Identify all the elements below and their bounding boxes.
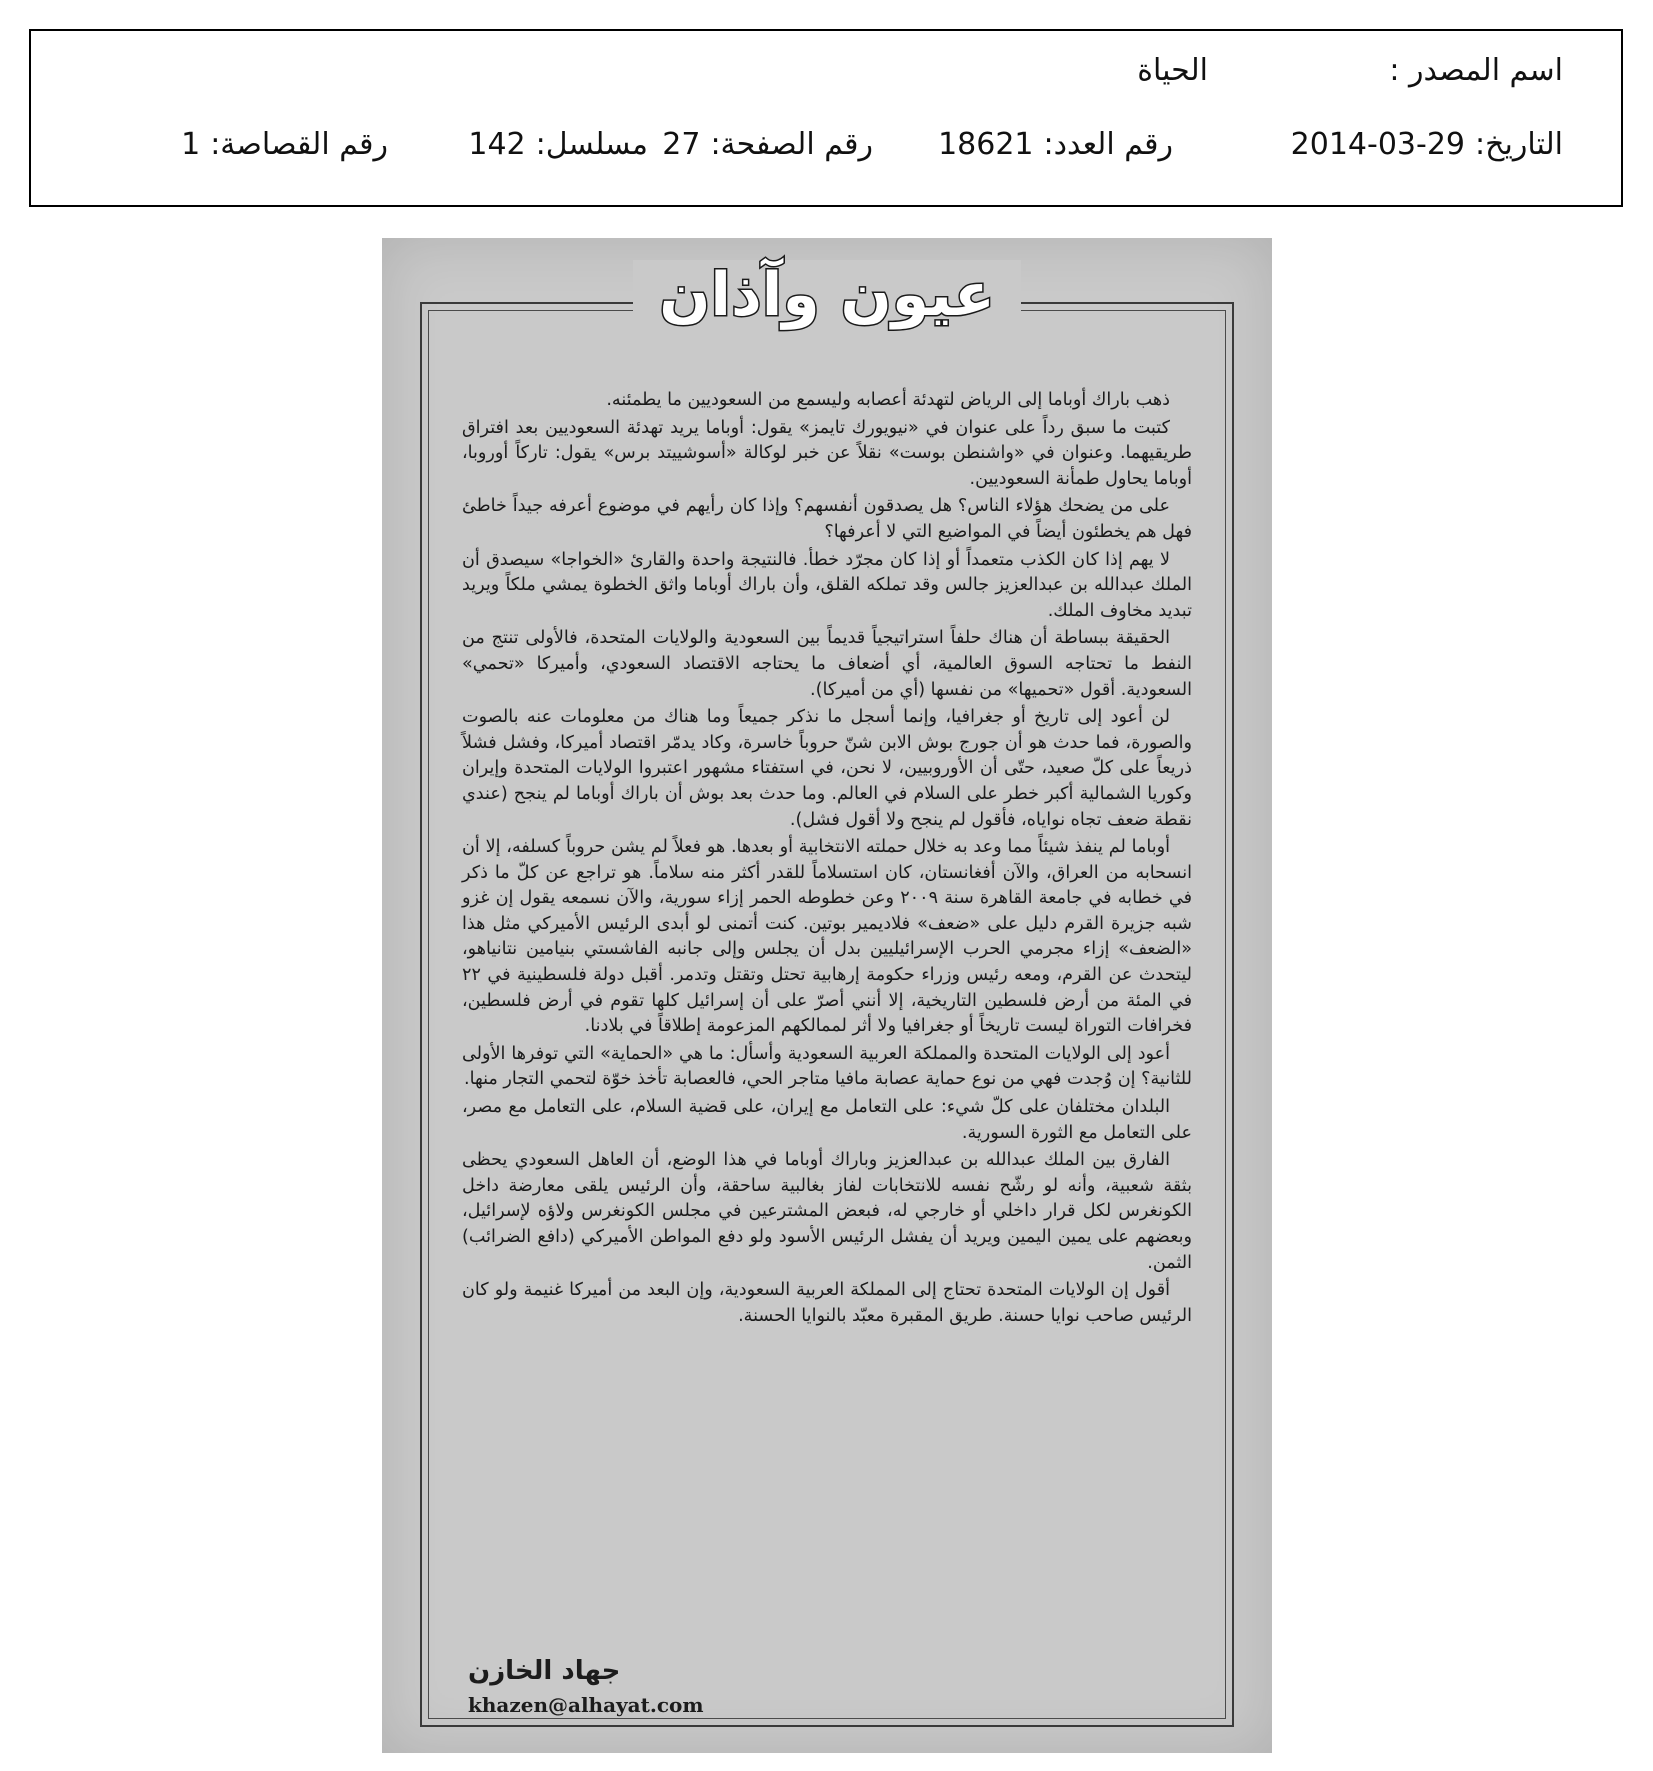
article-paragraph: على من يضحك هؤلاء الناس؟ هل يصدقون أنفسهم؟ وإذا كان رأيهم في موضوع أعرفه جيداً خاطئ فهل هم يخطئون أيضاً في المواضيع التي لا أعرفها؟ [462, 496, 1192, 542]
article-paragraph: أعود إلى الولايات المتحدة والمملكة العربية السعودية وأسأل: ما هي «الحماية» التي توفرها الأولى للثانية؟ إن وُجدت فهي من نوع حماية عصابة مافيا متاجر الحي، فالعصابة تأخذ خوّة لتحمي التجار منها. [462, 1043, 1192, 1090]
newspaper-clipping-scan [382, 238, 1272, 1753]
date-value: 2014-03-29 [1290, 127, 1466, 162]
page-label: رقم الصفحة: [710, 127, 873, 162]
article-paragraph: الفارق بين الملك عبدالله بن عبدالعزيز وباراك أوباما في هذا الوضع، أن العاهل السعودي يحظى بثقة شعبية، وأنه لو رشّح نفسه للانتخابات لفاز بغالبية ساحقة، وأن الرئيس يلقى معارضة داخل الكونغرس لكل قرار داخلي أو خارجي له، فبعض المشترعين في مجلس الكونغرس ولاؤه لإسرائيل، وبعضهم على يمين اليمين ويريد أن يفشل الرئيس الأسود ولو دفع المواطن الأميركي (دافع الضرائب) الثمن. [462, 1150, 1192, 1273]
article-paragraph: لا يهم إذا كان الكذب متعمداً أو إذا كان مجرّد خطأ. فالنتيجة واحدة والقارئ «الخواجا» سيصدق أن الملك عبدالله بن عبدالعزيز جالس وقد تملكه القلق، وأن باراك أوباما واثق الخطوة يمشي ملكاً ويريد تبديد مخاوف الملك. [462, 549, 1192, 621]
source-label: اسم المصدر : [1389, 53, 1563, 88]
clip-number-value: 1 [181, 127, 201, 162]
article-paragraph: كتبت ما سبق رداً على عنوان في «نيويورك تايمز» يقول: أوباما يريد تهدئة السعوديين بعد افتراق طريقيهما. وعنوان في «واشنطن بوست» نقلاً عن خبر لوكالة «أسوشييتد برس» يقول: تاركاً أوروبا، أوباما يحاول طمأنة السعوديين. [462, 417, 1192, 489]
page-field [662, 127, 873, 162]
clip-number-label: رقم القصاصة: [210, 127, 388, 162]
date-field [1291, 127, 1563, 162]
article-body [462, 388, 1192, 1331]
author-email: khazen@alhayat.com [468, 1693, 704, 1717]
article-paragraph: أقول إن الولايات المتحدة تحتاج إلى المملكة العربية السعودية، وإن البعد من أميركا غنيمة ولو كان الرئيس صاحب نوايا حسنة. طريق المقبرة معبّد بالنوايا الحسنة. [462, 1280, 1192, 1326]
column-title [542, 260, 1112, 330]
article-paragraph: ذهب باراك أوباما إلى الرياض لتهدئة أعصابه وليسمع من السعوديين ما يطمئنه. [606, 390, 1170, 410]
issue-value: 18621 [938, 127, 1034, 162]
date-label: التاريخ: [1475, 127, 1563, 162]
clipping-metadata-box [29, 29, 1623, 207]
article-paragraph: لن أعود إلى تاريخ أو جغرافيا، وإنما أسجل ما نذكر جميعاً وما هناك من معلومات عنه بالصوت والصورة، فما حدث هو أن جورج بوش الابن شنّ حروباً خاسرة، وكاد يدمّر اقتصاد أميركا، وفشل فشلاً ذريعاً على كلّ صعيد، حتّى أن الأوروبيين، لا نحن، في استفتاء مشهور اعتبروا الولايات المتحدة وإيران وكوريا الشمالية أكبر خطر على السلام في العالم. وما حدث بعد بوش أن باراك أوباما لم ينجح (عندي نقطة ضعف تجاه نواياه، فأقول لم ينجح ولا أقول فشل). [462, 707, 1192, 830]
serial-value: 142 [468, 127, 526, 162]
column-title-text: عيون وآذان [633, 260, 1021, 330]
serial-field [468, 127, 648, 162]
article-paragraph: البلدان مختلفان على كلّ شيء: على التعامل مع إيران، على قضية السلام، على التعامل مع مصر، على التعامل مع الثورة السورية. [462, 1097, 1192, 1143]
issue-field [938, 127, 1173, 162]
article-paragraph: أوباما لم ينفذ شيئاً مما وعد به خلال حملته الانتخابية أو بعدها. هو فعلاً لم يشن حروباً كسلفه، إلا أن انسحابه من العراق، والآن أفغانستان، كان استسلاماً للقدر أكثر منه سلاماً. هو تراجع عن كلّ ما ذكر في خطابه في جامعة القاهرة سنة ٢٠٠٩ وعن خطوطه الحمر إزاء سورية، والآن نسمعه يقول إن غزو شبه جزيرة القرم دليل على «ضعف» فلاديمير بوتين. كنت أتمنى لو أبدى الرئيس الأميركي مثل هذا «الضعف» إزاء مجرمي الحرب الإسرائيليين بدل أن يجلس وإلى جانبه الفاشستي بنيامين نتانياهو، ليتحدث عن القرم، ومعه رئيس وزراء حكومة إرهابية تحتل وتقتل وتدمر. أقبل دولة فلسطينية في ٢٢ في المئة من أرض فلسطين التاريخية، إلا أنني أصرّ على أن إسرائيل كلها تقوم في أرض فلسطين، فخرافات التوراة ليست تاريخاً أو جغرافيا ولا أثر لممالكهم المزعومة إطلاقاً في بلادنا. [462, 837, 1192, 1037]
issue-label: رقم العدد: [1043, 127, 1173, 162]
clip-number-field [181, 127, 388, 162]
article-paragraph: الحقيقة ببساطة أن هناك حلفاً استراتيجياً قديماً بين السعودية والولايات المتحدة، فالأولى تنتج من النفط ما تحتاجه السوق العالمية، أي أضعاف ما يحتاجه الاقتصاد السعودي، وأميركا «تحمي» السعودية. أقول «تحميها» من نفسها (أي من أميركا). [462, 628, 1192, 700]
author-name: جهاد الخازن [468, 1656, 621, 1686]
source-value: الحياة [1137, 53, 1208, 88]
serial-label: مسلسل: [535, 127, 648, 162]
page-value: 27 [662, 127, 701, 162]
